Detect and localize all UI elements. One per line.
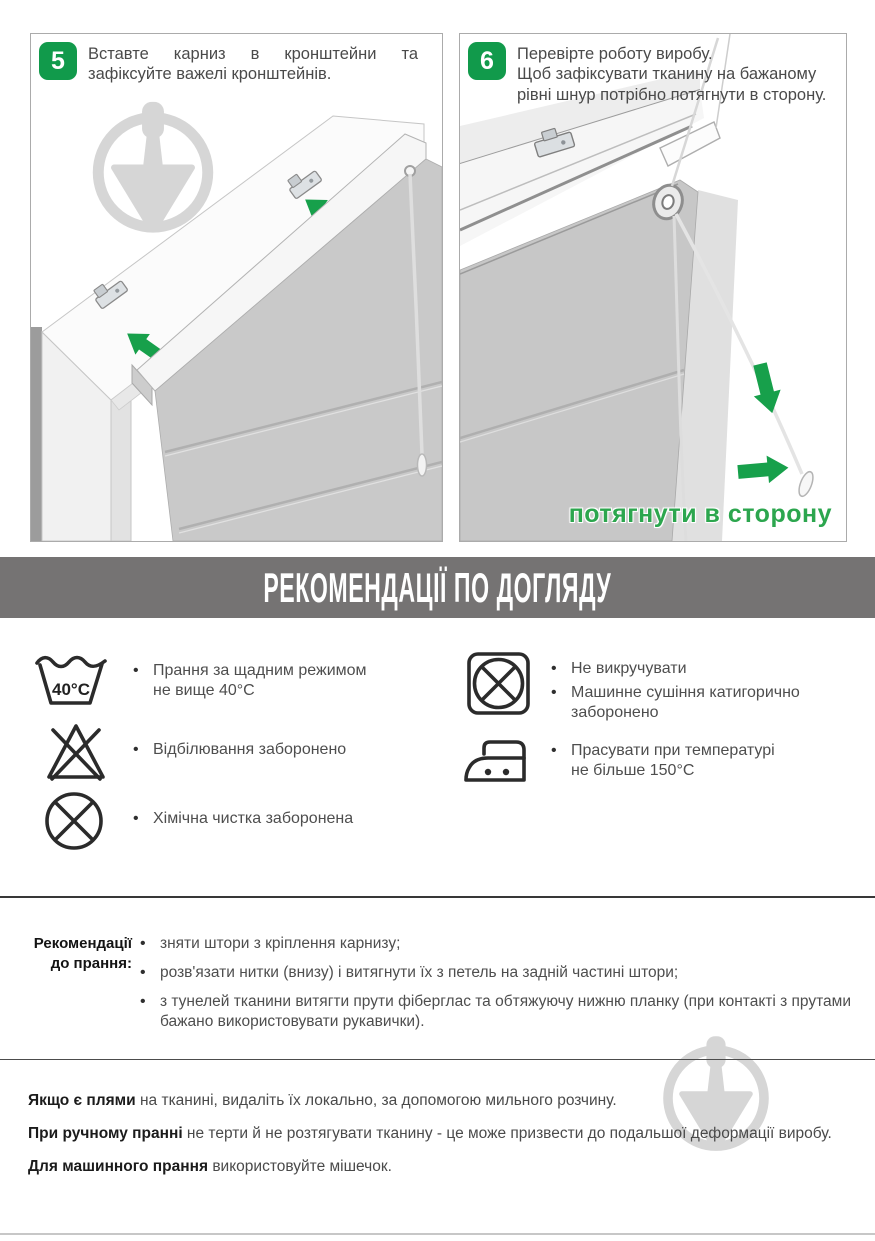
step-instruction <box>517 42 853 105</box>
watermark-logo <box>98 102 208 227</box>
green-arrow-icon <box>747 361 786 417</box>
care-item-text: Хімічна чистка заборонена <box>153 810 354 827</box>
green-arrow-icon <box>737 454 790 486</box>
step5-panel <box>30 33 443 542</box>
care-banner <box>0 557 875 618</box>
step-instruction-line2: Щоб зафіксувати тканину на бажаному рівні шнур потрібно потягнути в сторону. <box>517 65 827 104</box>
step-instruction: Вставте карниз в кронштейни та зафіксуйте важелі кронштейнів. <box>88 45 418 84</box>
shade-fabric <box>460 180 698 541</box>
note-stains: Якщо є плями на тканині, видаліть їх локально, за допомогою мильного розчину. <box>28 1092 617 1109</box>
divider <box>0 896 875 898</box>
frame-edge <box>31 327 42 541</box>
care-item-text: Прання за щадним режимом не вище 40°С <box>153 662 367 699</box>
step5-header <box>39 42 418 85</box>
step5-illustration <box>31 34 442 541</box>
bullet: • <box>140 935 146 952</box>
list-item: • з тунелей тканини витягти прути фіберглас та обтяжуючу нижню планку (при контакті з прутами бажано використовувати рукавички). <box>140 992 858 1032</box>
care-banner-title: РЕКОМЕНДАЦІЇ ПО ДОГЛЯДУ <box>263 563 612 611</box>
step-number-badge: 6 <box>468 42 506 80</box>
bullet: • <box>140 993 146 1011</box>
washing-steps-list <box>140 934 858 1042</box>
step6-illustration <box>460 34 846 541</box>
care-item-text: Не викручувати <box>571 660 687 677</box>
pull-aside-callout: потягнути в сторону <box>568 500 832 528</box>
note-machine-wash: Для машинного прання використовуйте мішечок. <box>28 1157 392 1175</box>
svg-text:40°C: 40°C <box>52 680 90 699</box>
bullet: • <box>133 741 139 758</box>
divider <box>0 1059 875 1060</box>
washing-label: Рекомендації до прання: <box>33 935 132 972</box>
note-hand-wash: При ручному пранні не терти й не розтягувати тканину - це може призвести до подальшої деформації виробу. <box>28 1124 832 1142</box>
list-item: • зняти штори з кріплення карнизу; <box>140 934 858 954</box>
step-instruction-line1: Перевірте роботу виробу. <box>517 45 713 63</box>
bullet: • <box>140 964 146 982</box>
care-item <box>551 741 776 785</box>
bullet: • <box>133 810 139 827</box>
care-item-text: Машинне сушіння катигорично заборонено <box>571 684 800 721</box>
wash-40-icon <box>34 653 108 707</box>
bullet: • <box>551 742 557 759</box>
care-item <box>133 809 413 833</box>
bullet: • <box>551 660 557 677</box>
care-item-text: Відбілювання заборонено <box>153 741 347 758</box>
step-number-badge: 5 <box>39 42 77 80</box>
care-item <box>133 661 368 705</box>
divider <box>0 1233 875 1235</box>
care-notes <box>28 1091 860 1190</box>
cord-tassel <box>796 470 816 498</box>
bullet: • <box>133 662 139 679</box>
care-item <box>551 659 816 727</box>
no-tumble-dry-icon <box>465 650 532 717</box>
step6-header <box>468 42 853 105</box>
no-dry-clean-icon <box>42 789 106 853</box>
step6-panel <box>459 33 847 542</box>
cord-tassel <box>418 454 427 476</box>
iron-150-icon <box>462 736 532 786</box>
care-item-text: Прасувати при температурі не більше 150°С <box>571 742 775 779</box>
list-item: • розв'язати нитки (внизу) і витягнути їх з петель на задній частині штори; <box>140 963 858 983</box>
no-bleach-icon <box>44 721 108 781</box>
care-item <box>133 740 413 764</box>
bullet: • <box>551 684 557 701</box>
